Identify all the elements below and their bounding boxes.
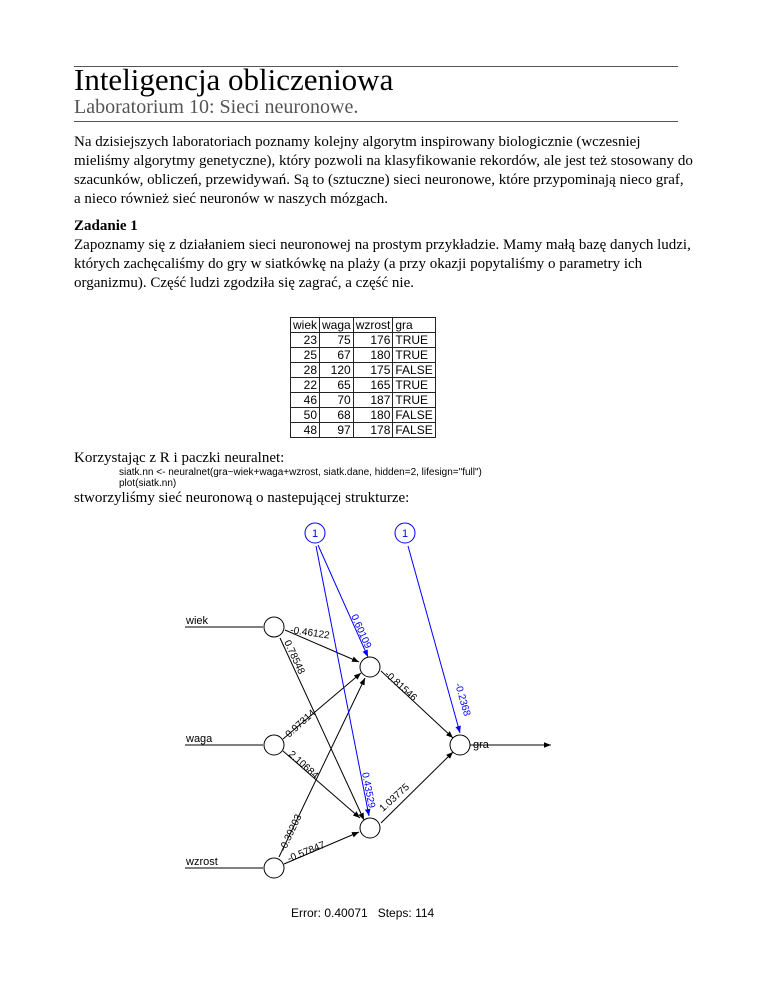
hidden-node-1 xyxy=(360,657,380,677)
output-node xyxy=(450,735,470,755)
input-node-waga xyxy=(264,735,284,755)
column-header: gra xyxy=(393,318,435,333)
weight-wiek-h2: 0.78548 xyxy=(281,638,307,677)
table-cell: 28 xyxy=(291,363,320,378)
table-cell: FALSE xyxy=(393,408,435,423)
weight-wzrost-h1: -0.39203 xyxy=(277,812,305,854)
table-cell: TRUE xyxy=(393,378,435,393)
table-cell: 165 xyxy=(353,378,393,393)
table-cell: 75 xyxy=(320,333,354,348)
table-cell: 180 xyxy=(353,348,393,363)
weight-wzrost-h2: -0.57847 xyxy=(286,839,327,865)
table-cell: 175 xyxy=(353,363,393,378)
table-cell: 178 xyxy=(353,423,393,438)
output-label: gra xyxy=(473,739,489,751)
weight-bias1-h1: 0.60109 xyxy=(348,612,374,651)
page-subtitle: Laboratorium 10: Sieci neuronowe. xyxy=(74,96,359,118)
table-cell: 70 xyxy=(320,393,354,408)
weight-waga-h2: 2.10684 xyxy=(285,749,321,782)
table-cell: TRUE xyxy=(393,348,435,363)
table-cell: 50 xyxy=(291,408,320,423)
table-cell: 25 xyxy=(291,348,320,363)
table-cell: 22 xyxy=(291,378,320,393)
table-cell: 65 xyxy=(320,378,354,393)
table-cell: 120 xyxy=(320,363,354,378)
network-intro-text: stworzyliśmy sieć neuronową o nastepującej strukturze: xyxy=(74,490,410,506)
column-header: wzrost xyxy=(353,318,393,333)
input-node-wiek xyxy=(264,617,284,637)
weight-h2-out: 1.03775 xyxy=(377,781,412,815)
column-header: waga xyxy=(320,318,354,333)
table-cell: FALSE xyxy=(393,423,435,438)
table-cell: 48 xyxy=(291,423,320,438)
input-label-wzrost: wzrost xyxy=(186,856,218,868)
task-heading: Zadanie 1 xyxy=(74,218,138,234)
weight-bias1-h2: 0.43529 xyxy=(359,771,377,810)
hidden-node-2 xyxy=(360,818,380,838)
code-line-1: siatk.nn <- neuralnet(gra~wiek+waga+wzrost, siatk.dane, hidden=2, lifesign="full") xyxy=(119,467,482,478)
weight-waga-h1: 0.97314 xyxy=(283,707,318,741)
edge-bias2-out xyxy=(408,546,460,733)
column-header: wiek xyxy=(291,318,320,333)
table-cell: 176 xyxy=(353,333,393,348)
intro-paragraph: Na dzisiejszych laboratoriach poznamy kolejny algorytm inspirowany biologicznie (wczesniej mieliśmy algorytmy genetyczne), który pozwoli na klasyfikowanie rekordów, ale jest też stosowany do szacunków, obliczeń, przewidywań. Są to (sztuczne) sieci neuronowe, które przypominają nieco graf, a nieco również sieć neuronów w naszych mózgach. xyxy=(74,134,693,207)
weight-h1-out: -0.81546 xyxy=(381,669,419,704)
weight-bias2-out: -0.2368 xyxy=(452,681,473,718)
table-cell: TRUE xyxy=(393,393,435,408)
table-cell: 180 xyxy=(353,408,393,423)
page-title: Inteligencja obliczeniowa xyxy=(74,62,394,97)
table-cell: 46 xyxy=(291,393,320,408)
weight-wiek-h1: -0.46122 xyxy=(289,625,331,642)
error-steps-text: Error: 0.40071 Steps: 114 xyxy=(291,906,435,920)
edge-h2-out xyxy=(381,752,453,823)
bias-label-2: 1 xyxy=(401,528,409,540)
table-cell: 23 xyxy=(291,333,320,348)
bias-label-1: 1 xyxy=(311,528,319,540)
input-label-waga: waga xyxy=(186,733,213,745)
table-cell: 97 xyxy=(320,423,354,438)
table-cell: 187 xyxy=(353,393,393,408)
r-intro-text: Korzystając z R i paczki neuralnet: xyxy=(74,450,285,466)
table-cell: 67 xyxy=(320,348,354,363)
table-cell: TRUE xyxy=(393,333,435,348)
code-line-2: plot(siatk.nn) xyxy=(119,478,177,489)
table-cell: FALSE xyxy=(393,363,435,378)
table-cell: 68 xyxy=(320,408,354,423)
input-label-wiek: wiek xyxy=(186,615,209,627)
input-node-wzrost xyxy=(264,858,284,878)
task-paragraph: Zapoznamy się z działaniem sieci neuronowej na prostym przykładzie. Mamy małą bazę danych ludzi, których zachęcaliśmy do gry w siatkówkę na plaży (a przy okazji popytaliśmy o parametry ich organizmu). Część ludzi zgodziła się zagrać, a część nie. xyxy=(74,237,691,291)
